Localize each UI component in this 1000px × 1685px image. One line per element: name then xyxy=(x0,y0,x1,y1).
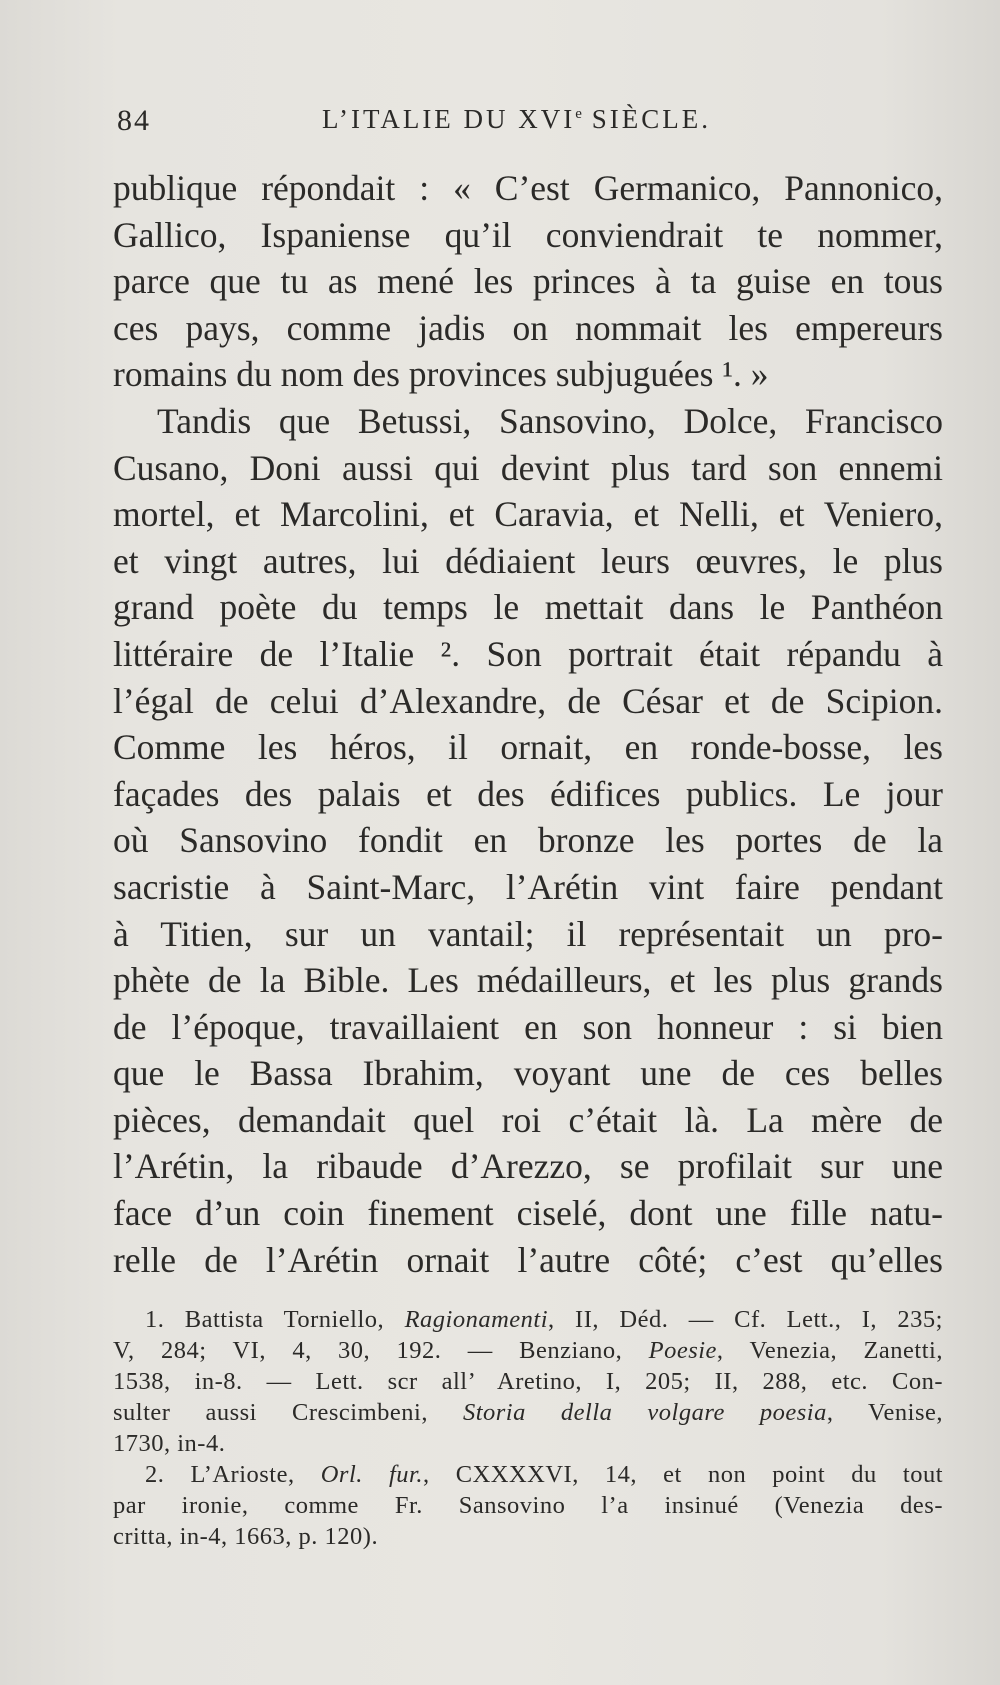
footnote-italic-title: Orl. fur. xyxy=(320,1461,423,1488)
text-line: à Titien, sur un vantail; il représentait un pro- xyxy=(113,913,943,954)
footnote-1-line xyxy=(113,1304,943,1335)
text-line: mortel, et Marcolini, et Caravia, et Nelli, et Veniero, xyxy=(113,494,943,535)
footnote-1-line: 1538, in-8. — Lett. scr all’ Aretino, I, 205; II, 288, etc. Con- xyxy=(113,1368,943,1395)
running-title-main: L’ITALIE DU XVI xyxy=(322,104,576,134)
text-line: Cusano, Doni aussi qui devint plus tard son ennemi xyxy=(113,447,943,488)
text-line: publique répondait : « C’est Germanico, Pannonico, xyxy=(113,168,943,208)
text-line: relle de l’Arétin ornait l’autre côté; c’est qu’elles xyxy=(113,1239,943,1280)
text-line: face d’un coin finement ciselé, dont une fille natu- xyxy=(113,1193,943,1234)
footnote-italic-title: Storia della volgare poesia xyxy=(462,1399,827,1426)
footnote-1-line xyxy=(113,1335,943,1366)
text-line: que le Bassa Ibrahim, voyant une de ces belles xyxy=(113,1053,943,1094)
footnote-text: 1. Battista Torniello, xyxy=(145,1306,405,1333)
footnote-2-line xyxy=(113,1459,943,1490)
text-line: où Sansovino fondit en bronze les portes de la xyxy=(113,820,943,861)
text-line: ces pays, comme jadis on nommait les empereurs xyxy=(113,307,943,348)
text-line: romains du nom des provinces subjuguées ¹. » xyxy=(113,354,769,395)
body-text xyxy=(113,165,943,1283)
footnote-text: V, 284; VI, 4, 30, 192. — Benziano, xyxy=(113,1337,649,1364)
footnote-2-line: critta, in-4, 1663, p. 120). xyxy=(113,1523,379,1550)
text-line: sacristie à Saint-Marc, l’Arétin vint faire pendant xyxy=(113,866,943,907)
footnote-italic-title: Ragionamenti xyxy=(404,1306,549,1333)
running-title-superscript: e xyxy=(575,106,582,122)
footnote-2-line: par ironie, comme Fr. Sansovino l’a insinué (Venezia des- xyxy=(113,1492,943,1519)
text-line: Tandis que Betussi, Sansovino, Dolce, Francisco xyxy=(157,400,943,441)
text-line: Gallico, Ispaniense qu’il conviendrait te nommer, xyxy=(113,214,943,255)
footnote-text: , Venise, xyxy=(826,1399,943,1426)
text-line: de l’époque, travaillaient en son honneur : si bien xyxy=(113,1006,943,1047)
text-line: l’égal de celui d’Alexandre, de César et de Scipion. xyxy=(113,680,943,721)
footnote-italic-title: Poesie xyxy=(648,1337,717,1364)
footnote-text: , Venezia, Zanetti, xyxy=(716,1337,943,1364)
footnote-1-line: 1730, in-4. xyxy=(113,1430,226,1457)
text-line: Comme les héros, il ornait, en ronde-bosse, les xyxy=(113,727,943,768)
footnotes xyxy=(113,1304,943,1552)
text-line: façades des palais et des édifices publics. Le jour xyxy=(113,773,943,814)
text-line: littéraire de l’Italie ². Son portrait était répandu à xyxy=(113,633,943,674)
text-line: phète de la Bible. Les médailleurs, et les plus grands xyxy=(113,960,943,1001)
running-title-end: SIÈCLE. xyxy=(581,104,711,134)
footnote-text: , CXXXXVI, 14, et non point du tout xyxy=(423,1461,944,1488)
text-line: parce que tu as mené les princes à ta guise en tous xyxy=(113,261,943,302)
footnote-text: sulter aussi Crescimbeni, xyxy=(113,1399,463,1426)
text-line: pièces, demandait quel roi c’était là. La mère de xyxy=(113,1099,943,1140)
page-number: 84 xyxy=(117,104,151,137)
text-line: et vingt autres, lui dédiaient leurs œuvres, le plus xyxy=(113,540,943,581)
running-title xyxy=(322,104,711,135)
footnote-1-line xyxy=(113,1397,943,1428)
page-header xyxy=(117,104,942,144)
footnote-text: , II, Déd. — Cf. Lett., I, 235; xyxy=(548,1306,943,1333)
footnote-text: 2. L’Arioste, xyxy=(145,1461,321,1488)
text-line: grand poète du temps le mettait dans le Panthéon xyxy=(113,587,943,628)
text-line: l’Arétin, la ribaude d’Arezzo, se profilait sur une xyxy=(113,1146,943,1187)
